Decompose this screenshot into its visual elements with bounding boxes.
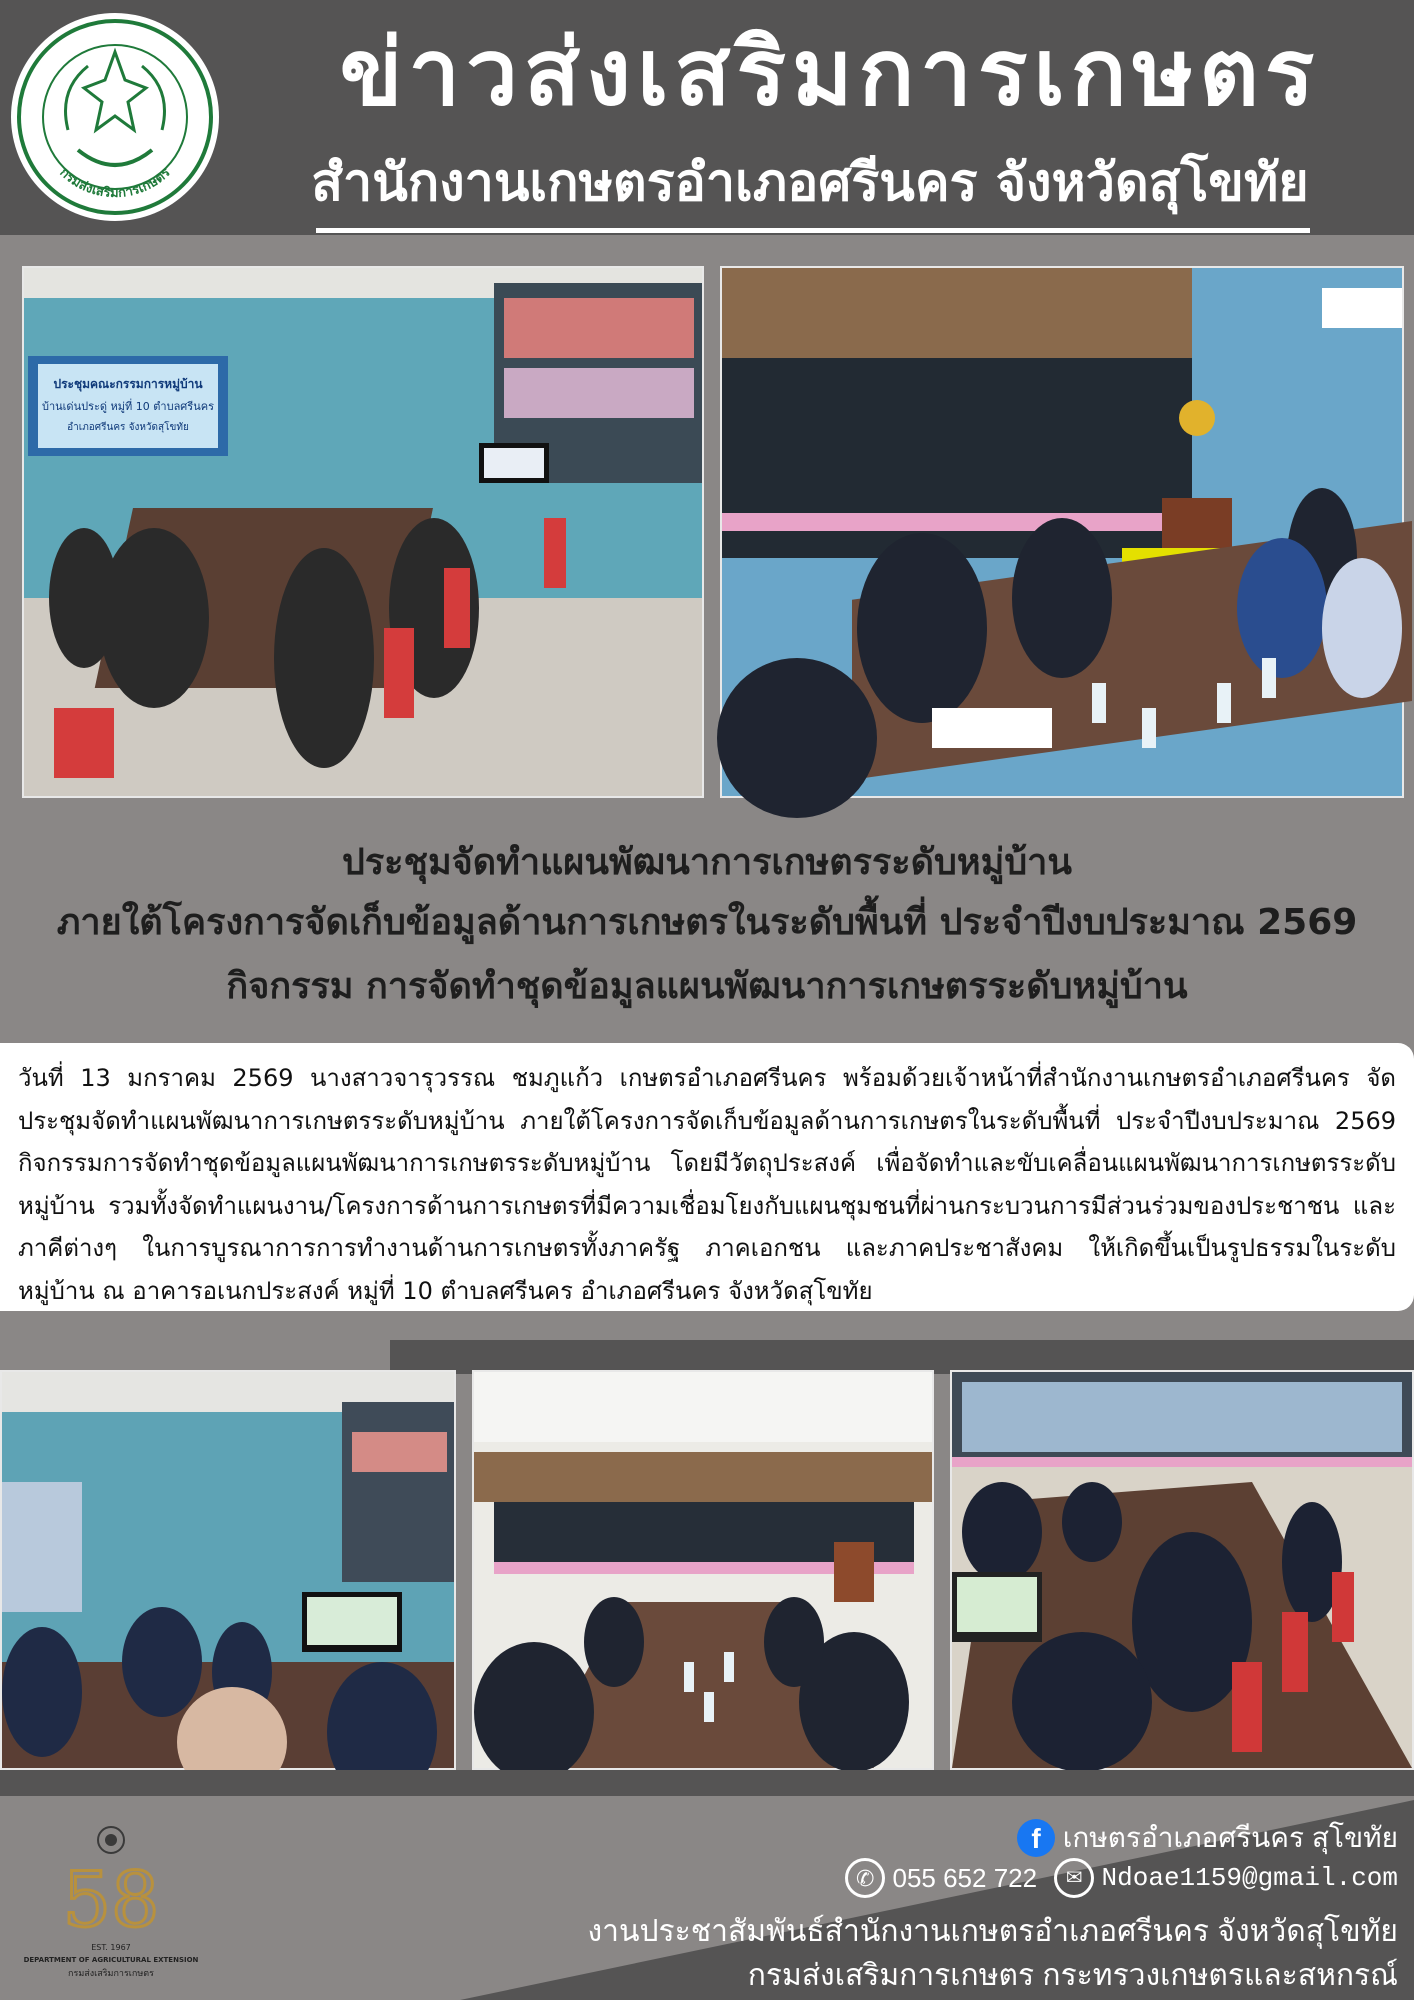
article-paragraph: วันที่ 13 มกราคม 2569 นางสาวจารุวรรณ ชมภูแก้ว เกษตรอำเภอศรีนคร พร้อมด้วยเจ้าหน้าที่สำนักงานเกษตรอำเภอศรีนคร จัดประชุมจัดทำแผนพัฒนาการเกษตรระดับหมู่บ้าน ภายใต้โครงการจัดเก็บข้อมูลด้านการเกษตรในระดับพื้นที่ ประจำปีงบประมาณ 2569 กิจกรรมการจัดทำชุดข้อมูลแผนพัฒนาการเกษตรระดับหมู่บ้าน โดยมีวัตถุประสงค์ เพื่อจัดทำและขับเคลื่อนแผนพัฒนาการเกษตรระดับหมู่บ้าน รวมทั้งจัดทำแผนงาน/โครงการด้านการเกษตรที่มีความเชื่อมโยงกับแผนชุมชนที่ผ่านกระบวนการมีส่วนร่วมของประชาชน และภาคีต่างๆ ในการบูรณาการการทำงานด้านการเกษตรทั้งภาครัฐ ภาคเอกชน และภาคประชาสังคม ให้เกิดขึ้นเป็นรูปธรรมในระดับหมู่บ้าน ณ อาคารอเนกประสงค์ หมู่ที่ 10 ตำบลศรีนคร อำเภอศรีนคร จังหวัดสุโขทัย bbox=[18, 1064, 1396, 1305]
decorative-band-bottom bbox=[0, 1770, 1414, 1796]
page-subtitle: สำนักงานเกษตรอำเภอศรีนคร จังหวัดสุโขทัย bbox=[311, 153, 1309, 213]
organization-line-2: กรมส่งเสริมการเกษตร กระทรวงเกษตรและสหกรณ์ bbox=[747, 1959, 1398, 1992]
banner-text-1: ประชุมคณะกรรมการหมู่บ้าน bbox=[53, 377, 203, 391]
facebook-icon: f bbox=[1017, 1819, 1055, 1857]
anniversary-thai: กรมส่งเสริมการเกษตร bbox=[68, 1969, 154, 1979]
anniversary-number: 58 bbox=[62, 1855, 160, 1944]
facebook-page-name: เกษตรอำเภอศรีนคร สุโขทัย bbox=[1062, 1822, 1398, 1853]
photo-meeting-room-2 bbox=[720, 266, 1404, 798]
facebook-contact[interactable] bbox=[1017, 1816, 1398, 1860]
headline-line-3: กิจกรรม การจัดทำชุดข้อมูลแผนพัฒนาการเกษตรระดับหมู่บ้าน bbox=[226, 966, 1188, 1007]
contact-row bbox=[845, 1858, 1398, 1898]
photo-meeting-room-1 bbox=[22, 266, 704, 798]
emblem-text: กรมส่งเสริมการเกษตร bbox=[56, 165, 174, 202]
page-title: ข่าวส่งเสริมการเกษตร bbox=[339, 19, 1321, 126]
phone-icon: ✆ bbox=[845, 1858, 885, 1898]
banner-text-2: บ้านเด่นประดู่ หมู่ที่ 10 ตำบลศรีนคร bbox=[41, 400, 215, 413]
headline-line-2: ภายใต้โครงการจัดเก็บข้อมูลด้านการเกษตรในระดับพื้นที่ ประจำปีงบประมาณ 2569 bbox=[56, 902, 1358, 943]
email-address[interactable]: Ndoae1159@gmail.com bbox=[1101, 1863, 1398, 1893]
banner-text-3: อำเภอศรีนคร จังหวัดสุโขทัย bbox=[67, 422, 189, 433]
photo-meeting-3 bbox=[0, 1370, 456, 1770]
anniversary-english: DEPARTMENT OF AGRICULTURAL EXTENSION bbox=[23, 1956, 199, 1964]
article-body bbox=[0, 1043, 1414, 1311]
decorative-band bbox=[390, 1340, 1414, 1374]
anniversary-logo bbox=[23, 1826, 199, 1986]
anniversary-est: EST. 1967 bbox=[91, 1943, 131, 1952]
headline-line-1: ประชุมจัดทำแผนพัฒนาการเกษตรระดับหมู่บ้าน bbox=[341, 842, 1073, 883]
photo-meeting-4 bbox=[472, 1370, 934, 1770]
header bbox=[0, 0, 1414, 235]
title-underline bbox=[316, 228, 1310, 233]
photo-meeting-5 bbox=[950, 1370, 1414, 1770]
department-emblem-icon bbox=[8, 10, 222, 224]
mail-icon: ✉ bbox=[1054, 1858, 1094, 1898]
phone-number[interactable]: 055 652 722 bbox=[892, 1862, 1038, 1893]
organization-line-1: งานประชาสัมพันธ์สำนักงานเกษตรอำเภอศรีนคร จังหวัดสุโขทัย bbox=[587, 1915, 1398, 1948]
